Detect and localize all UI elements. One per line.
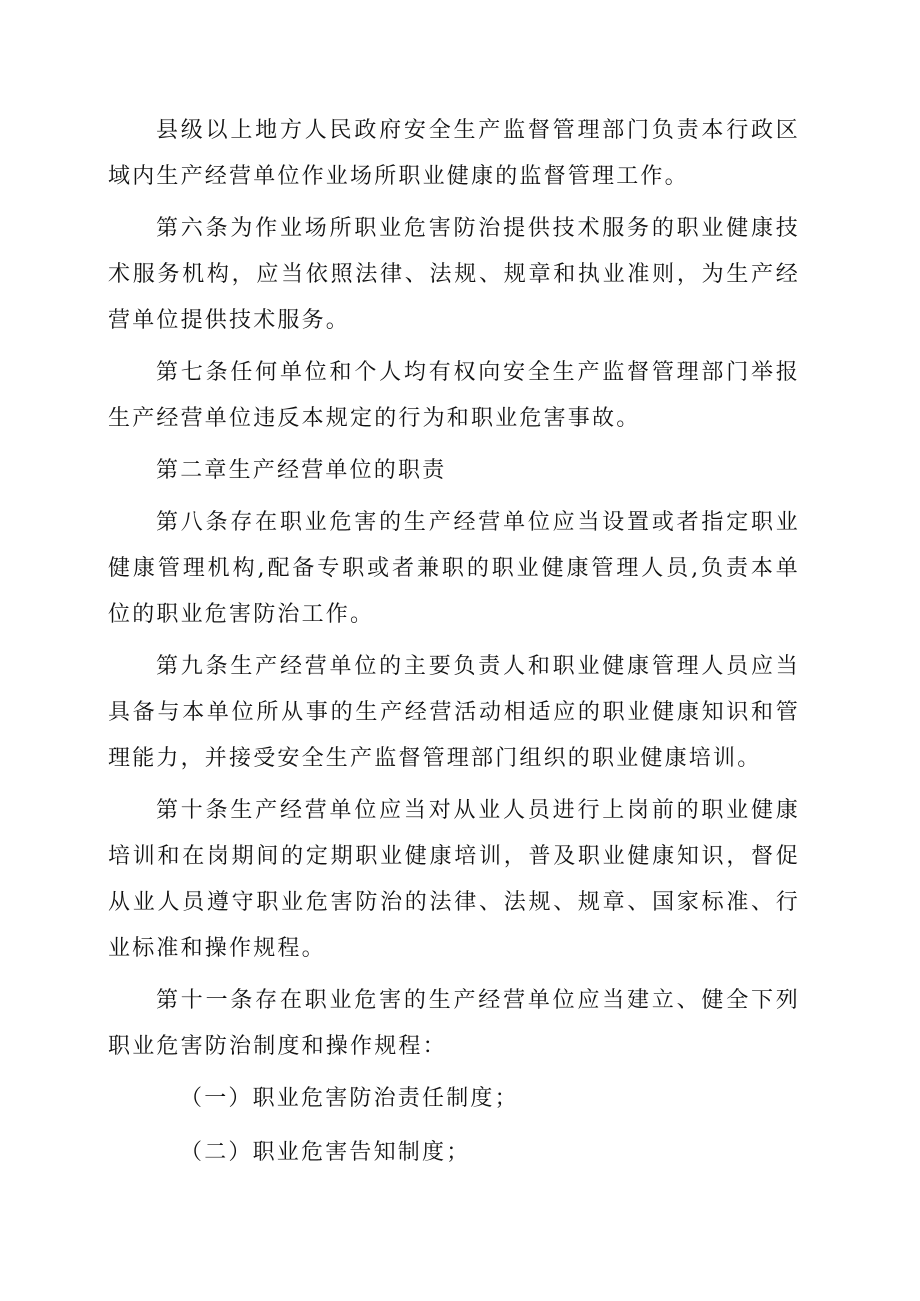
chapter-heading: 第二章生产经营单位的职责 [156, 458, 447, 483]
list-item: （一）职业危害防治责任制度； [180, 1086, 519, 1111]
paragraph-local-supervision: 县级以上地方人民政府安全生产监督管理部门负责本行政区域内生产经营单位作业场所职业健康的监督管理工作。 [108, 118, 800, 189]
paragraph-article-9: 第九条生产经营单位的主要负责人和职业健康管理人员应当具备与本单位所从事的生产经营活动相适应的职业健康知识和管理能力，并接受安全生产监督管理部门组织的职业健康培训。 [108, 654, 800, 771]
paragraph-article-11: 第十一条存在职业危害的生产经营单位应当建立、健全下列职业危害防治制度和操作规程： [108, 988, 800, 1059]
paragraph-article-8: 第八条存在职业危害的生产经营单位应当设置或者指定职业健康管理机构,配备专职或者兼职的职业健康管理人员,负责本单位的职业危害防治工作。 [108, 510, 800, 627]
paragraph-article-6: 第六条为作业场所职业危害防治提供技术服务的职业健康技术服务机构，应当依照法律、法规、规章和执业准则，为生产经营单位提供技术服务。 [108, 216, 800, 333]
paragraph-article-10: 第十条生产经营单位应当对从业人员进行上岗前的职业健康培训和在岗期间的定期职业健康培训，普及职业健康知识，督促从业人员遵守职业危害防治的法律、法规、规章、国家标准、行业标准和操作规程。 [108, 798, 800, 961]
paragraph-article-7: 第七条任何单位和个人均有权向安全生产监督管理部门举报生产经营单位违反本规定的行为和职业危害事故。 [108, 360, 800, 431]
list-item: （二）职业危害告知制度； [180, 1140, 471, 1165]
